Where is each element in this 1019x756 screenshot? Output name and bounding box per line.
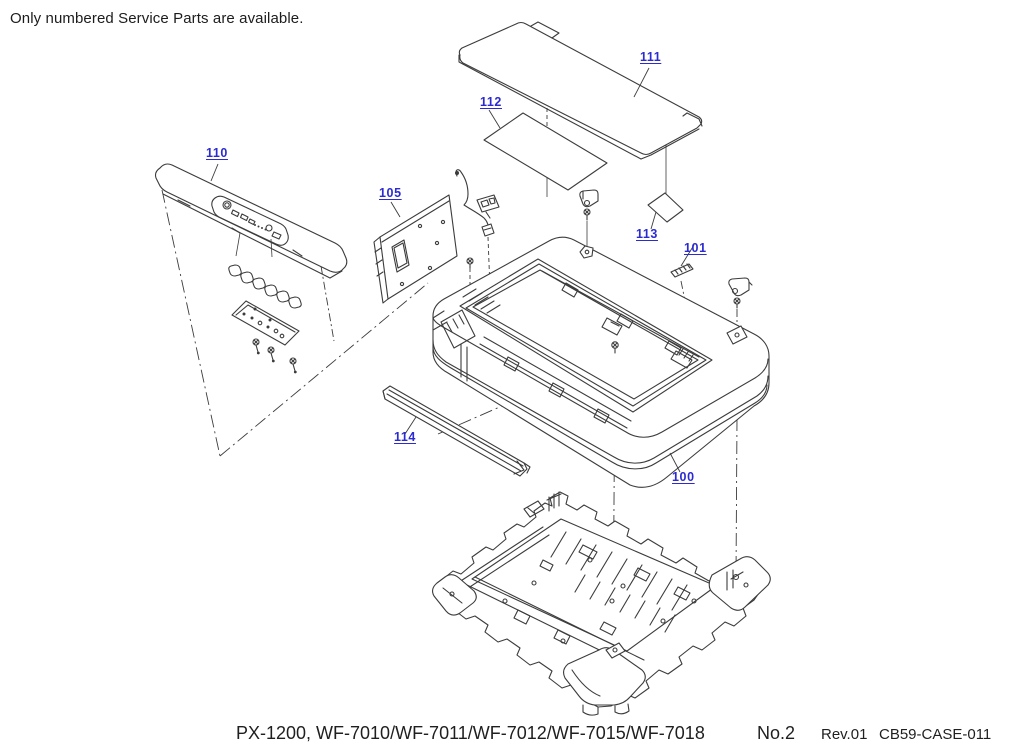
pad-shape: [648, 193, 683, 222]
button-parts: [229, 265, 302, 308]
lower-chassis-shape: [433, 492, 771, 715]
control-panel-shape: [156, 164, 347, 373]
lock-bar-shape: [671, 264, 693, 277]
footer-drawing-code: CB59-CASE-011: [879, 726, 992, 743]
footer-model-line: PX-1200, WF-7010/WF-7011/WF-7012/WF-7015/WF-7018: [236, 723, 705, 743]
footer-sheet-number: No.2: [757, 723, 796, 743]
part-label-112[interactable]: 112: [480, 95, 502, 109]
hinge-right: [729, 278, 752, 308]
part-label-111[interactable]: 111: [640, 50, 662, 64]
panel-board: [232, 301, 299, 345]
part-label-113[interactable]: 113: [636, 227, 658, 241]
part-label-105[interactable]: 105: [379, 186, 402, 200]
panel-screws: [253, 339, 297, 373]
part-label-110[interactable]: 110: [206, 146, 228, 160]
part-label-101[interactable]: 101: [684, 241, 707, 255]
footer-revision: Rev.01: [821, 726, 868, 743]
part-label-100[interactable]: 100: [672, 470, 695, 484]
cable-assembly: [455, 170, 499, 236]
hinge-left: [580, 190, 598, 247]
part-label-114[interactable]: 114: [394, 430, 416, 444]
note-text: Only numbered Service Parts are available.: [10, 10, 304, 27]
